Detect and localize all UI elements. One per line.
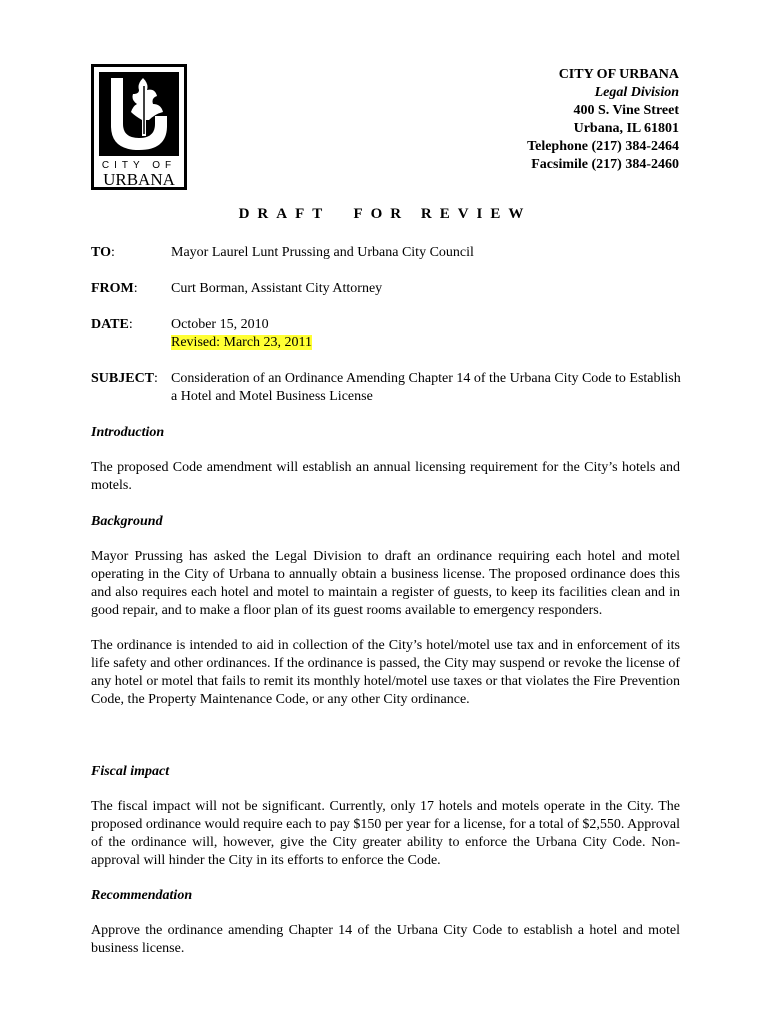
memo-to-row: TO: Mayor Laurel Lunt Prussing and Urbana City Council <box>91 244 681 262</box>
memo-from-label: FROM <box>91 281 134 296</box>
fiscal-impact-section <box>91 763 680 870</box>
letterhead-telephone: Telephone (217) 384-2464 <box>527 139 679 154</box>
memo-date-row: DATE: October 15, 2010 Revised: March 23, 2011 <box>91 317 313 350</box>
letterhead-address: 400 S. Vine Street <box>573 103 679 118</box>
memo-subject-value: Consideration of an Ordinance Amending Chapter 14 of the Urbana City Code to Establish a Hotel and Motel Business License <box>171 371 681 404</box>
logo-line1: CITY OF <box>101 160 177 171</box>
letterhead-division: Legal Division <box>594 85 679 100</box>
recommendation-section <box>91 887 680 958</box>
introduction-text: The proposed Code amendment will establish an annual licensing requirement for the City’s hotels and motels. <box>91 460 680 493</box>
recommendation-text: Approve the ordinance amending Chapter 14 of the Urbana City Code to establish a hotel and motel business license. <box>91 923 680 956</box>
memo-date-label: DATE <box>91 317 129 332</box>
introduction-section <box>91 424 680 495</box>
memo-to-label: TO <box>91 245 111 260</box>
background-section <box>91 513 680 709</box>
urbana-leaf-logo-icon <box>91 64 187 190</box>
memo-from-row: FROM: Curt Borman, Assistant City Attorney <box>91 280 681 298</box>
memo-subject-row: SUBJECT: Consideration of an Ordinance Amending Chapter 14 of the Urbana City Code to Establish a Hotel and Motel Business License <box>91 371 681 404</box>
memo-from-value: Curt Borman, Assistant City Attorney <box>171 281 383 296</box>
memo-to-value: Mayor Laurel Lunt Prussing and Urbana City Council <box>171 245 474 260</box>
background-paragraph-1: Mayor Prussing has asked the Legal Division to draft an ordinance requiring each hotel and motel operating in the City of Urbana to annually obtain a business license. The proposed ordinance does this and also requires each hotel and motel to maintain a register of guests, to keep its facilities clean and in good repair, and to make a floor plan of its guest rooms available to emergency responders. <box>91 549 680 618</box>
letterhead-facsimile: Facsimile (217) 384-2460 <box>531 157 679 172</box>
letterhead <box>527 66 679 174</box>
memo-subject-label: SUBJECT <box>91 371 155 386</box>
memo-date-value: October 15, 2010 <box>171 317 269 332</box>
memo-revised-value: Revised: March 23, 2011 <box>171 335 313 350</box>
fiscal-impact-heading: Fiscal impact <box>91 764 170 779</box>
letterhead-city: CITY OF URBANA <box>558 67 679 82</box>
letterhead-city-state: Urbana, IL 61801 <box>573 121 679 136</box>
recommendation-heading: Recommendation <box>91 888 193 903</box>
city-of-urbana-logo <box>91 64 187 190</box>
background-paragraph-2: The ordinance is intended to aid in collection of the City’s hotel/motel use tax and in enforcement of its life safety and other ordinances. If the ordinance is passed, the City may suspend or revoke the license of any hotel or motel that fails to remit its monthly hotel/motel use taxes or that violates the Fire Prevention Code, the Property Maintenance Code, or any other City ordinance. <box>91 638 680 707</box>
introduction-heading: Introduction <box>91 425 165 440</box>
logo-line2: URBANA <box>103 170 175 189</box>
draft-banner: DRAFT FOR REVIEW <box>238 206 532 222</box>
background-heading: Background <box>91 514 163 529</box>
fiscal-impact-text: The fiscal impact will not be significant. Currently, only 17 hotels and motels operate in the City. The proposed ordinance would require each to pay $150 per year for a license, for a total of $2,550. Approval of the ordinance will, however, give the City greater ability to enforce the Urbana City Code. Non-approval will hinder the City in its efforts to enforce the Code. <box>91 799 680 868</box>
